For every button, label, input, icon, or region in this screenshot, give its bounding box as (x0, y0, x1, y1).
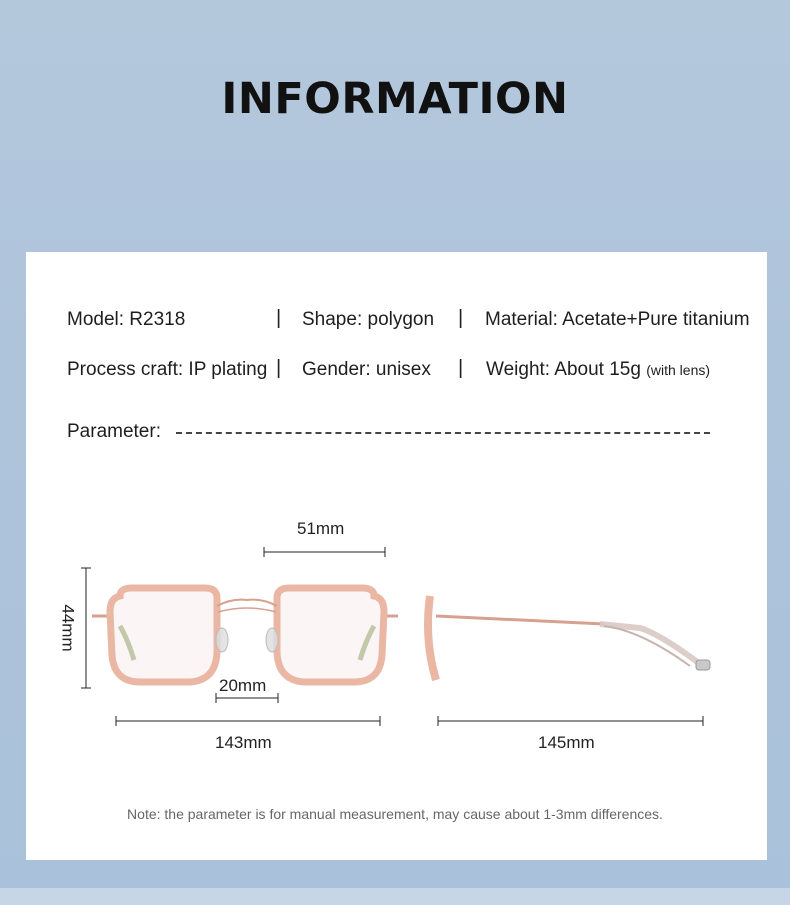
page-title: INFORMATION (221, 74, 569, 124)
measurement-temple-length: 145mm (538, 733, 595, 752)
spec-separator: | (458, 357, 464, 379)
spec-weight-value: Weight: About 15g (486, 359, 641, 380)
spec-separator: | (276, 357, 282, 379)
spec-shape: Shape: polygon (302, 309, 435, 330)
spec-model: Model: R2318 (67, 309, 186, 330)
measurement-lens-width: 51mm (297, 519, 345, 538)
spec-weight-note: (with lens) (646, 362, 711, 378)
measurement-note: Note: the parameter is for manual measurement, may cause about 1-3mm differences. (127, 806, 663, 822)
measurement-bridge: 20mm (219, 676, 267, 695)
bottom-band (0, 888, 790, 905)
measurement-lens-height: 44mm (58, 604, 78, 652)
spec-separator: | (458, 307, 464, 329)
glasses-side-view (428, 596, 710, 680)
spec-separator: | (276, 307, 282, 329)
spec-process: Process craft: IP plating (67, 359, 268, 380)
measurement-frame-width: 143mm (215, 733, 272, 752)
spec-material: Material: Acetate+Pure titanium (485, 309, 750, 330)
parameter-label: Parameter: (67, 421, 161, 442)
glasses-front-view (92, 588, 398, 682)
spec-gender: Gender: unisex (302, 359, 431, 380)
